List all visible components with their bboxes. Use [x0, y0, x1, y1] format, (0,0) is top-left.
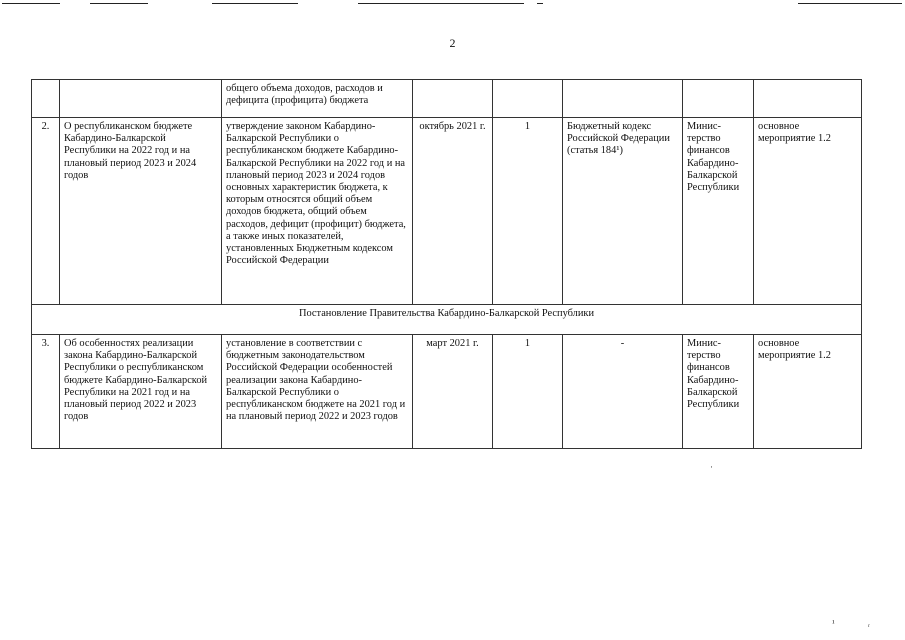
header-rule-5 [537, 3, 543, 4]
act-measure [754, 80, 862, 118]
row-number: 2. [32, 118, 60, 305]
header-rule-3 [212, 3, 298, 4]
act-basis: - [563, 335, 683, 449]
header-rule-4 [358, 3, 524, 4]
row-number [32, 80, 60, 118]
section-title: Постановление Правительства Кабардино-Балкарской Республики [32, 305, 862, 335]
table-row [32, 80, 862, 118]
act-content: установление в соответствии с бюджетным законодательством Российской Федерации особенностей реализации закона Кабардино-Балкарской Республики о республиканском бюджете на 2021 год и на плановый период 2022 и 2023 годов [222, 335, 413, 449]
act-name: О республиканском бюджете Кабардино-Балкарской Республики на 2022 год и на плановый период 2023 и 2024 годов [60, 118, 222, 305]
act-term [413, 80, 493, 118]
section-row [32, 305, 862, 335]
act-name [60, 80, 222, 118]
act-measure: основное мероприятие 1.2 [754, 118, 862, 305]
plan-table [31, 79, 862, 449]
act-executor: Минис-терство финансов Кабардино-Балкарской Республики [683, 118, 754, 305]
row-number: 3. [32, 335, 60, 449]
scan-mark: · [710, 462, 713, 472]
act-measure: основное мероприятие 1.2 [754, 335, 862, 449]
act-count: 1 [493, 335, 563, 449]
header-rule-1 [2, 3, 60, 4]
act-executor [683, 80, 754, 118]
table-row [32, 335, 862, 449]
act-content: общего объема доходов, расходов и дефицита (профицита) бюджета [222, 80, 413, 118]
act-name: Об особенностях реализации закона Кабардино-Балкарской Республики о республиканском бюджете Кабардино-Балкарской Республики на 2021 год и на плановый период 2022 и 2023 годов [60, 335, 222, 449]
act-count: 1 [493, 118, 563, 305]
act-count [493, 80, 563, 118]
page-number: 2 [449, 36, 456, 50]
act-term: октябрь 2021 г. [413, 118, 493, 305]
act-executor: Минис-терство финансов Кабардино-Балкарской Республики [683, 335, 754, 449]
header-rule-2 [90, 3, 148, 4]
act-basis: Бюджетный кодекс Российской Федерации (статья 184¹) [563, 118, 683, 305]
table-row [32, 118, 862, 305]
act-content: утверждение законом Кабардино-Балкарской Республики о республиканском бюджете Кабардино-Балкарской Республики на 2022 год и на плановый период 2023 и 2024 годов основных характеристик бюджета, к которым относятся общий объем доходов бюджета, общий объем расходов, дефицит (профицит) бюджета, а также иных показателей, установленных Бюджетным кодексом Российской Федерации [222, 118, 413, 305]
scan-mark: ᵣ [868, 618, 871, 628]
scan-mark: ¹ [832, 618, 835, 628]
header-rule-6 [798, 3, 902, 4]
act-basis [563, 80, 683, 118]
act-term: март 2021 г. [413, 335, 493, 449]
